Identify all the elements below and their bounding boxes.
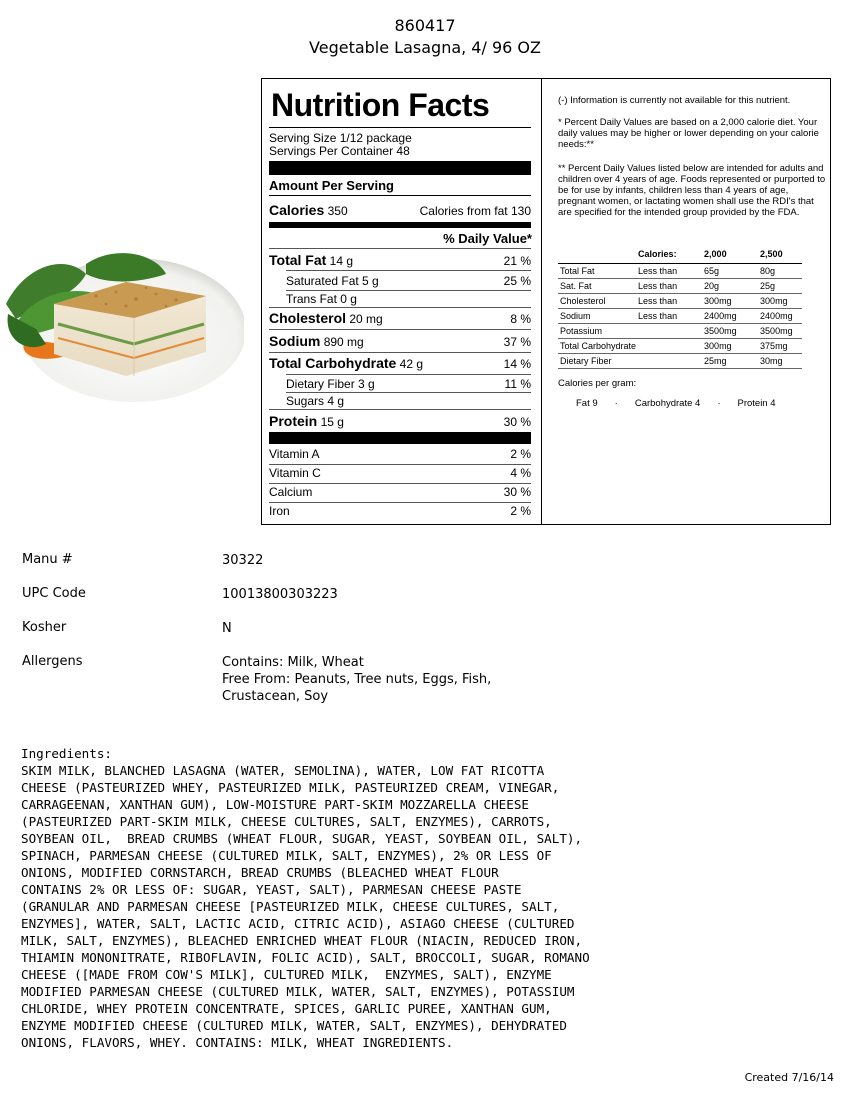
table-row: Total Fat Less than 65g 80g: [558, 264, 802, 279]
vitamin-c-row: Vitamin C 4 %: [269, 466, 531, 480]
table-row: Dietary Fiber 25mg 30mg: [558, 354, 802, 369]
sugars-row: Sugars 4 g: [286, 394, 345, 408]
table-row: Total Carbohydrate 300mg 375mg: [558, 339, 802, 354]
nutrition-title: Nutrition Facts: [271, 87, 490, 123]
allergens-contains: Contains: Milk, Wheat: [222, 655, 364, 670]
nutrition-facts-panel: [261, 78, 831, 525]
dietary-fiber-row: Dietary Fiber 3 g 11 %: [286, 377, 531, 391]
ingredients-label: Ingredients:: [21, 746, 112, 761]
trans-fat-row: Trans Fat 0 g: [286, 292, 357, 306]
iron-row: Iron 2 %: [269, 504, 531, 518]
created-date: Created 7/16/14: [744, 1071, 834, 1084]
footnote-dv2: ** Percent Daily Values listed below are intended for adults and children over 4 years of age. Foods represented or purported to be for use by infants, children less than 4 years of age, pregnant women, or lactating women shall use the RDI's that are specified for the intended group provided by the FDA.: [558, 163, 826, 218]
manu-value: 30322: [222, 553, 264, 568]
daily-value-table: [558, 245, 802, 369]
calories-label: Calories: [269, 202, 325, 218]
table-row: Sat. Fat Less than 20g 25g: [558, 279, 802, 294]
total-fat-row: Total Fat 14 g 21 %: [269, 252, 531, 268]
serving-size: Serving Size 1/12 package: [269, 131, 412, 145]
daily-value-header: % Daily Value*: [443, 231, 532, 246]
calories-value: 350: [327, 204, 348, 218]
nutrition-label: [269, 79, 532, 524]
upc-value: 10013800303223: [222, 587, 338, 602]
footnote-na: (-) Information is currently not available for this nutrient.: [558, 95, 791, 106]
panel-divider: [541, 79, 542, 524]
table-row: Cholesterol Less than 300mg 300mg: [558, 294, 802, 309]
servings-per-container: Servings Per Container 48: [269, 144, 410, 158]
table-row: Potassium 3500mg 3500mg: [558, 324, 802, 339]
product-title: Vegetable Lasagna, 4/ 96 OZ: [309, 38, 541, 57]
protein-row: Protein 15 g 30 %: [269, 413, 531, 429]
cholesterol-row: Cholesterol 20 mg 8 %: [269, 310, 531, 326]
calories-row: [269, 202, 531, 218]
allergens-label: Allergens: [22, 654, 83, 669]
upc-label: UPC Code: [22, 586, 86, 601]
calories-from-fat: Calories from fat 130: [419, 204, 531, 218]
saturated-fat-row: Saturated Fat 5 g 25 %: [286, 274, 531, 288]
table-header-row: Calories: 2,000 2,500: [558, 245, 802, 264]
ingredients-text: SKIM MILK, BLANCHED LASAGNA (WATER, SEMOLINA), WATER, LOW FAT RICOTTA CHEESE (PASTEURIZED WHEY, PASTEURIZED MILK, PASTEURIZED CREAM, VINEGAR, CARRAGEENAN, XANTHAN GUM), LOW-MOISTURE PART-SKIM MOZZARELLA CHEESE (PASTEURIZED PART-SKIM MILK, CHEESE CULTURES, SALT, ENZYMES), CARROTS, SOYBEAN OIL, BREAD CRUMBS (WHEAT FLOUR, SUGAR, YEAST, SOYBEAN OIL, SALT), SPINACH, PARMESAN CHEESE (CULTURED MILK, SALT, ENZYMES), 2% OR LESS OF ONIONS, MODIFIED CORNSTARCH, BREAD CRUMBS (BLEACHED WHEAT FLOUR CONTAINS 2% OR LESS OF: SUGAR, YEAST, SALT), PARMESAN CHEESE PASTE (GRANULAR AND PARMESAN CHEESE [PASTEURIZED MILK, CHEESE CULTURES, SALT, ENZYMES], WATER, SALT, LACTIC ACID, CITRIC ACID), ASIAGO CHEESE (CULTURED MILK, SALT, ENZYMES), BLEACHED ENRICHED WHEAT FLOUR (NIACIN, REDUCED IRON, THIAMIN MONONITRATE, RIBOFLAVIN, FOLIC ACID), SALT, BROCCOLI, SUGAR, ROMANO CHEESE ([MADE FROM COW'S MILK], CULTURED MILK, ENZYMES, SALT), ENZYME MODIFIED PARMESAN CHEESE (CULTURED MILK, WATER, SALT, ENZYMES), POTASSIUM CHLORIDE, WHEY PROTEIN CONCENTRATE, SPICES, GARLIC PUREE, XANTHAN GUM, ENZYME MODIFIED CHEESE (CULTURED MILK, WATER, SALT, ENZYMES), DEHYDRATED ONIONS, FLAVORS, WHEY. CONTAINS: MILK, WHEAT INGREDIENTS.: [21, 763, 590, 1050]
calories-per-gram-label: Calories per gram:: [558, 378, 637, 389]
kosher-label: Kosher: [22, 620, 67, 635]
sodium-row: Sodium 890 mg 37 %: [269, 333, 531, 349]
table-row: Sodium Less than 2400mg 2400mg: [558, 309, 802, 324]
kosher-value: N: [222, 621, 232, 636]
calories-per-gram-values: Fat 9 · Carbohydrate 4 · Protein 4: [576, 398, 776, 409]
carbohydrate-row: Total Carbohydrate 42 g 14 %: [269, 355, 531, 371]
footnotes-panel: [558, 79, 826, 524]
ingredients: [21, 745, 661, 1051]
footnote-dv: * Percent Daily Values are based on a 2,000 calorie diet. Your daily values may be higher or lower depending on your calorie needs:**: [558, 117, 819, 150]
vitamin-a-row: Vitamin A 2 %: [269, 447, 531, 461]
amount-per-serving: Amount Per Serving: [269, 178, 394, 193]
allergens-free-from: Free From: Peanuts, Tree nuts, Eggs, Fish,: [222, 672, 492, 687]
product-photo: [6, 244, 244, 408]
product-code: 860417: [394, 16, 456, 35]
allergens-free-from-cont: Crustacean, Soy: [222, 689, 329, 704]
manu-label: Manu #: [22, 552, 73, 567]
calcium-row: Calcium 30 %: [269, 485, 531, 499]
